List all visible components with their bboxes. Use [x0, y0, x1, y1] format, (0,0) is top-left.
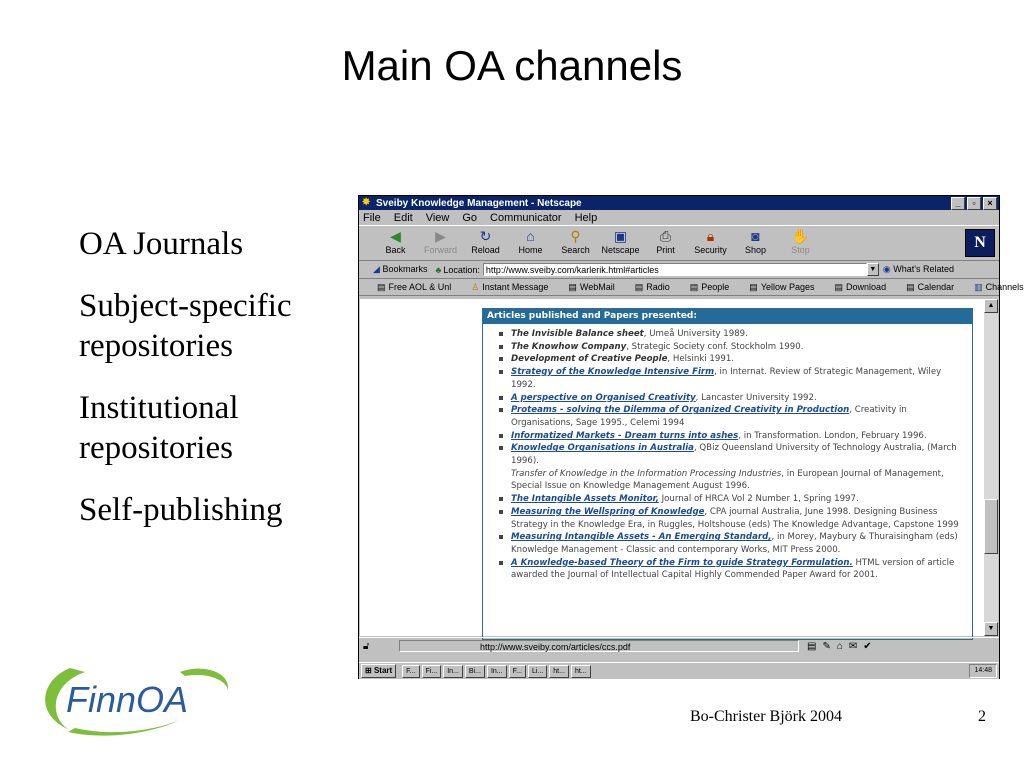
article-item [511, 392, 972, 405]
reload-label: Reload [471, 245, 500, 255]
article-item [511, 506, 972, 531]
personal-item-radio[interactable] [635, 282, 680, 293]
scroll-up-button[interactable]: ▲ [984, 299, 998, 313]
window-title: Sveiby Knowledge Management - Netscape [376, 197, 582, 209]
article-link[interactable]: The Intangible Assets Monitor, [511, 494, 659, 505]
vertical-scrollbar[interactable] [984, 299, 998, 636]
stop-label: Stop [791, 245, 810, 255]
scroll-thumb[interactable] [984, 499, 998, 554]
article-link[interactable]: Proteams - solving the Dilemma of Organized Creativity in Production [511, 405, 850, 416]
start-button[interactable] [361, 664, 396, 678]
article-extra-details: , in European Journal of Management, Special Issue on Knowledge Management August 1996. [511, 468, 944, 492]
bullet-institutional-repositories [79, 388, 349, 468]
menu-communicator[interactable]: Communicator [490, 211, 562, 224]
bullet-list [79, 224, 349, 552]
slide-page-number: 2 [978, 708, 986, 725]
article-link[interactable]: Knowledge Organisations in Australia [511, 443, 694, 454]
personal-item-instant-message[interactable] [471, 282, 558, 293]
bullet-text: repositories [79, 328, 233, 364]
bookmark-icon: ▤ [634, 281, 644, 292]
back-button[interactable] [373, 226, 418, 255]
netscape-button[interactable] [598, 226, 643, 255]
article-details: , Lancaster University 1992. [695, 392, 817, 403]
browser-window [358, 195, 1024, 679]
article-details: , Umeå University 1989. [643, 329, 748, 339]
article-title: The Invisible Balance sheet [511, 329, 644, 339]
slide-footer: Bo-Christer Björk 2004 [690, 708, 842, 725]
menu-file[interactable]: File [363, 211, 381, 224]
security-icon: 🔒︎ [706, 228, 715, 244]
bookmark-icon: ▤ [834, 281, 844, 292]
bookmarks-label: Bookmarks [382, 264, 428, 274]
back-icon: ◀ [390, 228, 401, 244]
article-item [511, 341, 972, 354]
taskbar-item[interactable]: F... [402, 665, 419, 678]
article-details: , in Internat. Review of Strategic Management, Wiley 1992. [511, 367, 942, 390]
menu-view[interactable]: View [425, 211, 450, 224]
bookmark-icon: ▤ [906, 281, 915, 292]
personal-label: Free AOL & Unl [388, 281, 452, 292]
location-icon: ♣ [435, 264, 442, 275]
article-details: , CPA journal Australia, June 1998. Designing Business Strategy in the Knowledge Era, in Ruggles, Holtshouse (eds) The Knowledge Advantage, Capstone 1999 [511, 506, 959, 530]
forward-icon: ▶ [435, 228, 446, 244]
bullet-text: Institutional [79, 390, 239, 426]
reload-button[interactable] [463, 226, 508, 255]
bullet-oa-journals [79, 224, 349, 264]
personal-label: Download [846, 281, 887, 292]
personal-item-people[interactable] [690, 282, 740, 293]
whats-related-button[interactable] [883, 264, 954, 275]
system-tray-clock[interactable]: 14:48 [969, 664, 997, 678]
stop-button[interactable] [778, 226, 823, 255]
personal-label: Yellow Pages [760, 281, 815, 292]
channels-icon: ▥ [974, 281, 983, 292]
home-icon: ⌂ [526, 228, 535, 244]
bullet-text: Subject-specific [79, 288, 292, 324]
reload-icon: ↻ [479, 228, 492, 244]
bookmarks-icon: ◢ [373, 264, 380, 274]
article-link[interactable]: Measuring Intangible Assets - An Emerging Standard, [511, 532, 772, 543]
article-details: , Strategic Society conf. Stockholm 1990. [626, 341, 804, 352]
bullet-text: repositories [79, 430, 233, 466]
taskbar-item[interactable]: ht... [549, 665, 569, 678]
location-label: Location: [443, 264, 480, 275]
status-url: http://www.sveiby.com/articles/ccs.pdf [399, 640, 799, 652]
personal-label: People [701, 281, 730, 292]
start-label: Start [373, 666, 393, 675]
personal-item-channels[interactable] [974, 282, 1034, 293]
article-link[interactable]: Informatized Markets - Dream turns into ashes [511, 430, 739, 441]
personal-label: Radio [646, 281, 670, 292]
bookmark-icon: ▤ [568, 281, 577, 292]
bookmark-icon: ▤ [377, 281, 386, 292]
whats-related-label: What's Related [893, 264, 955, 274]
article-extra-title: Transfer of Knowledge in the Information Processing Industries [511, 468, 782, 479]
article-item [511, 353, 972, 366]
taskbar-item[interactable]: Li... [528, 665, 547, 678]
menu-help[interactable]: Help [574, 211, 598, 224]
search-button[interactable] [553, 226, 598, 255]
bullet-text: Self-publishing [79, 492, 283, 528]
article-item [511, 531, 972, 556]
bookmark-icon: ▤ [749, 281, 758, 292]
personal-item-download[interactable] [835, 282, 897, 293]
personal-item-calendar[interactable] [906, 282, 964, 293]
taskbar-item[interactable]: Bi... [465, 665, 485, 678]
restore-button[interactable]: ▫ [967, 197, 981, 210]
article-link[interactable]: A Knowledge-based Theory of the Firm to guide Strategy Formulation. [511, 557, 853, 568]
location-toolbar [359, 261, 999, 279]
forward-button[interactable] [418, 226, 463, 255]
security-label: Security [694, 245, 727, 255]
menu-edit[interactable]: Edit [393, 211, 413, 224]
taskbar-item[interactable]: F... [509, 665, 526, 678]
personal-item-free-aol[interactable] [377, 282, 461, 293]
article-item [511, 328, 972, 341]
articles-list [483, 324, 972, 582]
taskbar-item[interactable]: ht... [571, 665, 591, 678]
article-link[interactable]: Strategy of the Knowledge Intensive Firm [511, 367, 715, 378]
article-title: The Knowhow Company [511, 341, 627, 352]
personal-label: Instant Message [482, 281, 549, 292]
window-ruler [359, 654, 999, 662]
aim-icon: ♙ [471, 281, 480, 292]
netscape-app-icon: ✸ [362, 197, 371, 208]
home-label: Home [518, 245, 543, 255]
article-details: , Creativity in Organisations, Sage 1995., Celemi 1994 [511, 405, 907, 428]
article-item [511, 430, 972, 443]
bullet-subject-repositories [79, 286, 349, 366]
article-item [511, 493, 972, 506]
component-bar-icons[interactable]: ▤✎⌂✉✔ [807, 640, 878, 652]
scroll-down-button[interactable]: ▼ [984, 622, 998, 636]
article-details: HTML version of article awarded the Journal of Intellectual Capital Highly Commended Paper Award for 2001. [511, 557, 955, 581]
personal-item-webmail[interactable] [568, 282, 624, 293]
print-button[interactable] [643, 226, 688, 255]
article-item [511, 404, 972, 429]
article-details: Journal of HRCA Vol 2 Number 1, Spring 1997. [658, 494, 859, 505]
shop-icon: ◙ [751, 228, 760, 244]
article-link[interactable]: Measuring the Wellspring of Knowledge [511, 506, 705, 517]
articles-heading: Articles published and Papers presented: [483, 309, 972, 324]
print-icon: ⎙ [659, 228, 672, 244]
navigation-toolbar [359, 225, 999, 261]
minimize-button[interactable]: _ [951, 197, 965, 210]
article-link[interactable]: A perspective on Organised Creativity [511, 392, 696, 403]
status-bar [359, 637, 999, 654]
location-dropdown-button[interactable]: ▼ [867, 263, 879, 276]
finnoa-logo [30, 660, 235, 740]
netscape-label: Netscape [601, 245, 640, 255]
shop-button[interactable] [733, 226, 778, 255]
close-button[interactable]: × [983, 197, 997, 210]
page-content [360, 299, 984, 636]
menu-go[interactable]: Go [462, 211, 478, 224]
shop-label: Shop [744, 245, 767, 255]
security-button[interactable] [688, 226, 733, 255]
article-details: , Helsinki 1991. [667, 354, 735, 365]
windows-taskbar [359, 662, 999, 679]
personal-label: Calendar [917, 281, 955, 292]
bookmark-icon: ▤ [689, 281, 699, 292]
personal-label: Channels [985, 281, 1024, 292]
search-icon: ⚲ [570, 228, 581, 244]
taskbar-item[interactable]: In... [443, 665, 463, 678]
forward-label: Forward [423, 245, 457, 255]
security-status-icon[interactable]: 🔓︎ [363, 640, 370, 652]
netscape-logo[interactable]: N [965, 229, 995, 257]
bullet-self-publishing [79, 490, 349, 530]
bookmarks-button[interactable] [373, 264, 427, 275]
taskbar-item[interactable]: In... [487, 665, 507, 678]
svg-text:FinnOA: FinnOA [66, 679, 189, 720]
window-titlebar [359, 196, 999, 210]
whats-related-icon: ◉ [882, 264, 891, 274]
back-label: Back [385, 245, 406, 255]
articles-box [482, 308, 973, 640]
taskbar-item[interactable]: Fi... [422, 665, 442, 678]
article-details: , in Morey, Maybury & Thuraisingham (eds) Knowledge Management - Classic and contemporary Works, MIT Press 2000. [511, 532, 958, 555]
personal-toolbar [359, 279, 1024, 296]
article-item [511, 442, 972, 493]
print-label: Print [656, 245, 675, 255]
article-details: , in Transformation. London, February 1996. [738, 430, 927, 441]
stop-icon: ✋ [791, 228, 810, 244]
netscape-icon: ▣ [613, 228, 628, 244]
slide-title: Main OA channels [341, 42, 683, 89]
search-label: Search [561, 245, 590, 255]
bullet-text: OA Journals [79, 226, 244, 262]
personal-item-yellow-pages[interactable] [749, 282, 824, 293]
article-item [511, 366, 972, 391]
article-details: , QBiz Queensland University of Technology Australia, (March 1996). [511, 443, 957, 467]
windows-logo-icon: ⊞ [365, 666, 372, 675]
personal-label: WebMail [579, 281, 615, 292]
article-title: Development of Creative People [511, 354, 668, 365]
location-input[interactable]: http://www.sveiby.com/karlerik.html#articles [483, 263, 867, 276]
menu-bar [359, 210, 999, 225]
article-item [511, 557, 972, 582]
home-button[interactable] [508, 226, 553, 255]
